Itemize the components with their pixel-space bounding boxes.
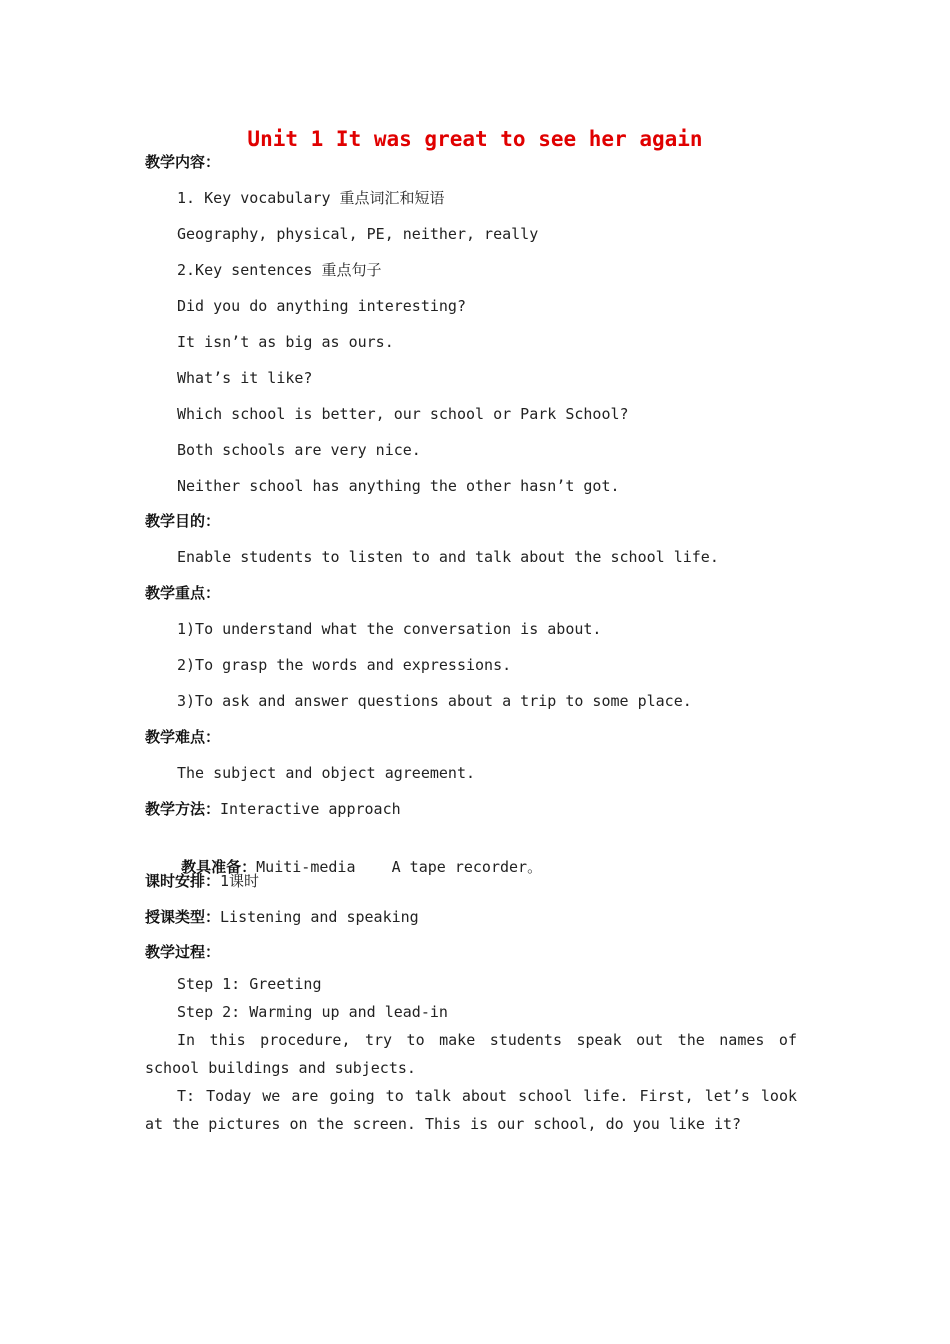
method-text: Interactive approach — [220, 800, 401, 818]
aids-text: Muiti-media A tape recorder。 — [256, 858, 543, 876]
difficulty-heading: 教学难点： — [145, 728, 221, 746]
sentence-item: Both schools are very nice. — [177, 441, 421, 459]
teacher-paragraph: T: Today we are going to talk about school life. First, let’s look at the pictures on the screen. This is our school, do you like it? — [145, 1087, 797, 1133]
key-point-item: 3)To ask and answer questions about a trip to some place. — [177, 692, 692, 710]
step-item: Step 2: Warming up and lead-in — [177, 1003, 448, 1021]
process-heading: 教学过程： — [145, 943, 221, 961]
schedule-row — [145, 870, 259, 892]
document-title: Unit 1 It was great to see her again — [247, 127, 703, 151]
vocab-words: Geography, physical, PE, neither, really — [177, 225, 539, 243]
key-points-heading: 教学重点： — [145, 584, 221, 602]
method-label: 教学方法： — [145, 800, 221, 818]
key-point-item: 1)To understand what the conversation is about. — [177, 620, 602, 638]
step-item: Step 1: Greeting — [177, 975, 322, 993]
procedure-paragraph: In this procedure, try to make students speak out the names of school buildings and subjects. — [145, 1031, 797, 1077]
content-heading: 教学内容： — [145, 153, 221, 171]
aims-heading: 教学目的： — [145, 512, 221, 530]
difficulty-text: The subject and object agreement. — [177, 764, 476, 782]
type-row — [145, 906, 419, 928]
sentence-item: Neither school has anything the other hasn’t got. — [177, 477, 620, 495]
type-label: 授课类型： — [145, 908, 221, 926]
schedule-text: 1课时 — [220, 872, 260, 890]
type-text: Listening and speaking — [220, 908, 419, 926]
aids-label: 教具准备： — [181, 858, 257, 876]
sentences-label: 2.Key sentences 重点句子 — [177, 261, 382, 279]
aims-text: Enable students to listen to and talk about the school life. — [177, 548, 719, 566]
sentence-item: Which school is better, our school or Park School? — [177, 405, 629, 423]
key-point-item: 2)To grasp the words and expressions. — [177, 656, 512, 674]
schedule-label: 课时安排： — [145, 872, 221, 890]
sentence-item: Did you do anything interesting? — [177, 297, 466, 315]
sentence-item: It isn’t as big as ours. — [177, 333, 394, 351]
sentence-item: What’s it like? — [177, 369, 313, 387]
vocab-label: 1. Key vocabulary 重点词汇和短语 — [177, 189, 445, 207]
method-row — [145, 798, 401, 820]
